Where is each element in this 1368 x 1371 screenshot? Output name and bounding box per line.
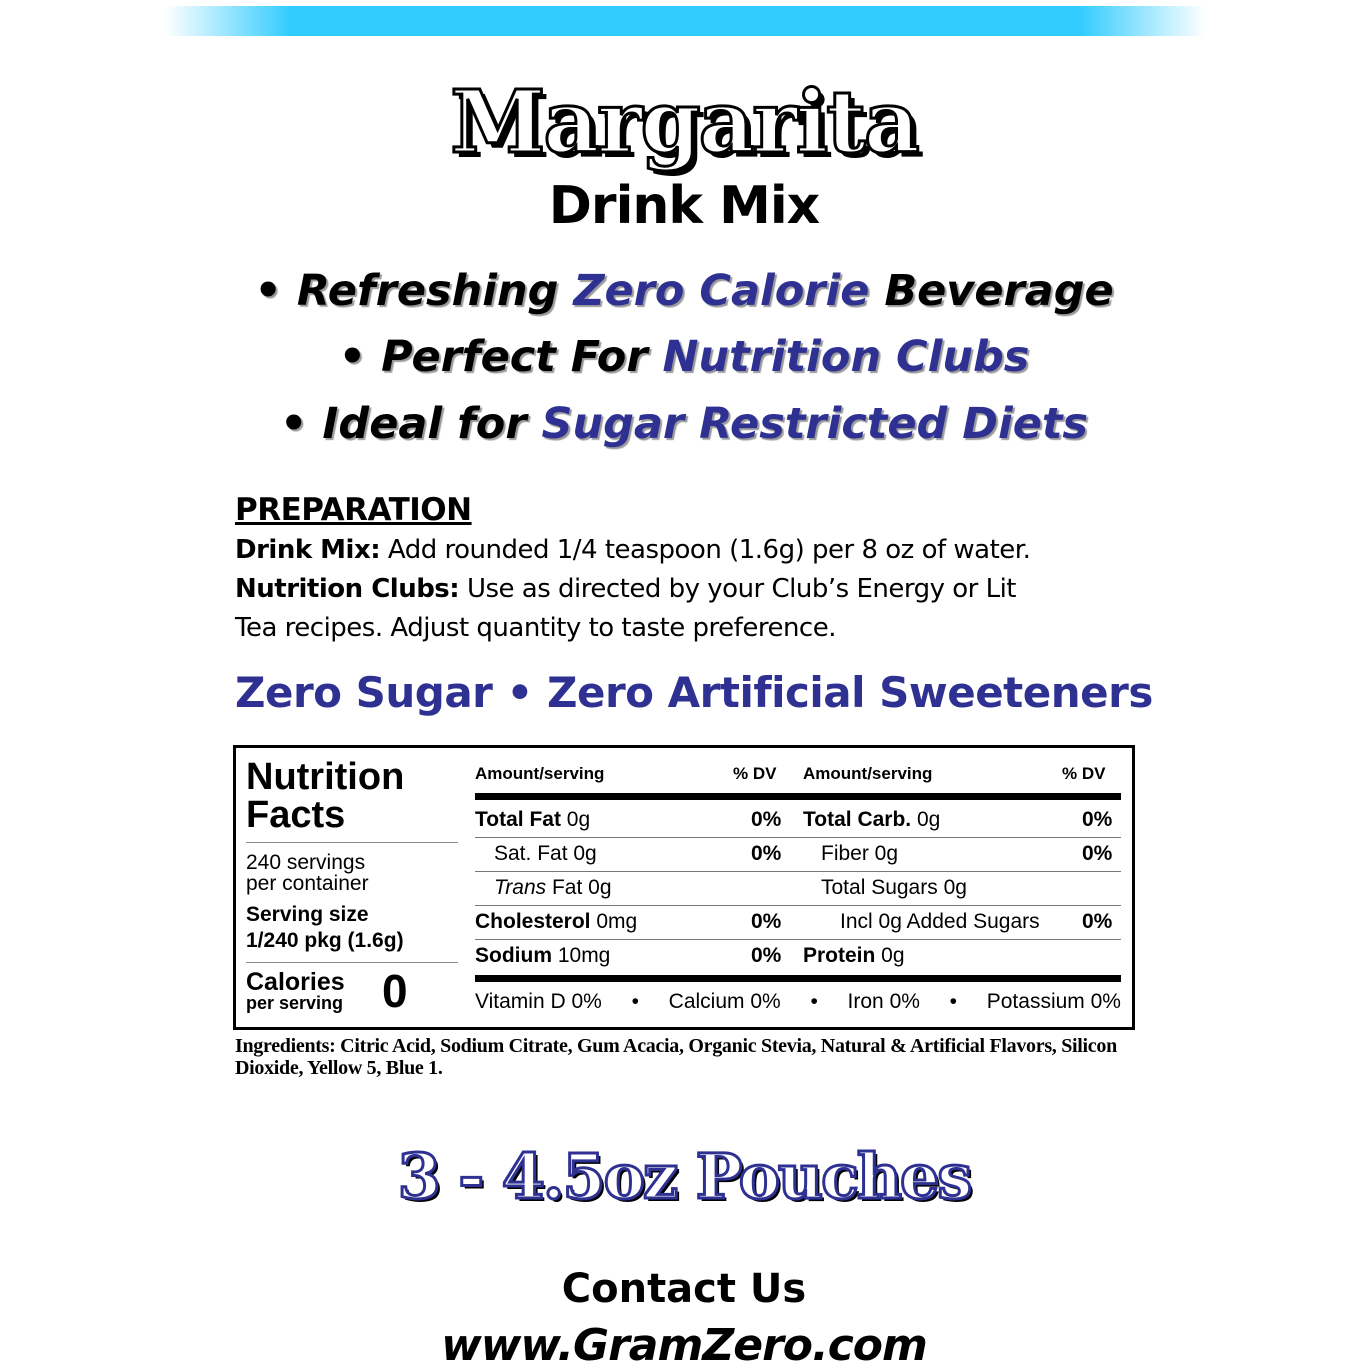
nf-title: Nutrition Facts — [246, 756, 405, 836]
product-title: Margarita — [450, 72, 918, 173]
top-color-bar — [165, 6, 1205, 36]
nutrient-dv: 0% — [751, 808, 782, 831]
product-subtitle: Drink Mix — [548, 176, 820, 236]
nutrient-dv: 0% — [751, 842, 782, 865]
nutrient-row: Total Carb. 0g — [803, 808, 941, 831]
nutrient-dv: 0% — [751, 910, 782, 933]
preparation-heading: PREPARATION — [235, 492, 472, 528]
nutrient-dv: 0% — [751, 944, 782, 967]
nutrient-row: Trans Fat 0g — [494, 876, 612, 899]
feature-bullet: • Refreshing Zero Calorie Beverage — [254, 266, 1114, 316]
header-amount: Amount/serving — [475, 764, 605, 783]
nutrient-row: Fiber 0g — [821, 842, 899, 865]
nutrient-row: Total Fat 0g — [475, 808, 591, 831]
nutrient-row: Incl 0g Added Sugars — [840, 910, 1040, 933]
nutrient-row: Total Sugars 0g — [821, 876, 967, 899]
header-dv: % DV — [733, 764, 777, 783]
preparation-drink-mix: Drink Mix: Add rounded 1/4 teaspoon (1.6g) per 8 oz of water. — [235, 535, 1031, 565]
calories-value: 0 — [382, 965, 408, 1017]
nutrient-row: Sat. Fat 0g — [494, 842, 597, 865]
header-dv: % DV — [1062, 764, 1106, 783]
preparation-clubs-cont: Tea recipes. Adjust quantity to taste preference. — [235, 613, 836, 643]
nutrient-row: Protein 0g — [803, 944, 905, 967]
serving-size: Serving size 1/240 pkg (1.6g) — [246, 903, 404, 952]
feature-bullet: • Ideal for Sugar Restricted Diets — [279, 399, 1089, 449]
calories-label: Calories per serving — [246, 968, 345, 1013]
nutrient-dv: 0% — [1082, 910, 1113, 933]
contact-label: Contact Us — [561, 1266, 807, 1312]
nutrient-dv: 0% — [1082, 808, 1113, 831]
package-count: 3 - 4.5oz Pouches — [397, 1140, 971, 1213]
ingredients: Ingredients: Citric Acid, Sodium Citrate, Gum Acacia, Organic Stevia, Natural & Artificial Flavors, Silicon Dioxide, Yellow 5, Blue 1. — [235, 1035, 1117, 1079]
nutrient-row: Sodium 10mg — [475, 944, 611, 967]
tagline: Zero Sugar • Zero Artificial Sweeteners — [235, 668, 1153, 717]
nutrition-facts-panel — [233, 745, 1135, 1030]
nutrient-dv: 0% — [1082, 842, 1113, 865]
vitamins-row: Vitamin D 0% • Calcium 0% • Iron 0% • Potassium 0% — [475, 990, 1121, 1013]
header-amount: Amount/serving — [803, 764, 933, 783]
servings-per-container: 240 servings per container — [246, 851, 369, 895]
website-link[interactable]: www.GramZero.com — [441, 1320, 927, 1371]
nutrient-row: Cholesterol 0mg — [475, 910, 638, 933]
preparation-clubs: Nutrition Clubs: Use as directed by your Club’s Energy or Lit — [235, 574, 1016, 604]
feature-bullet: • Perfect For Nutrition Clubs — [338, 332, 1030, 382]
